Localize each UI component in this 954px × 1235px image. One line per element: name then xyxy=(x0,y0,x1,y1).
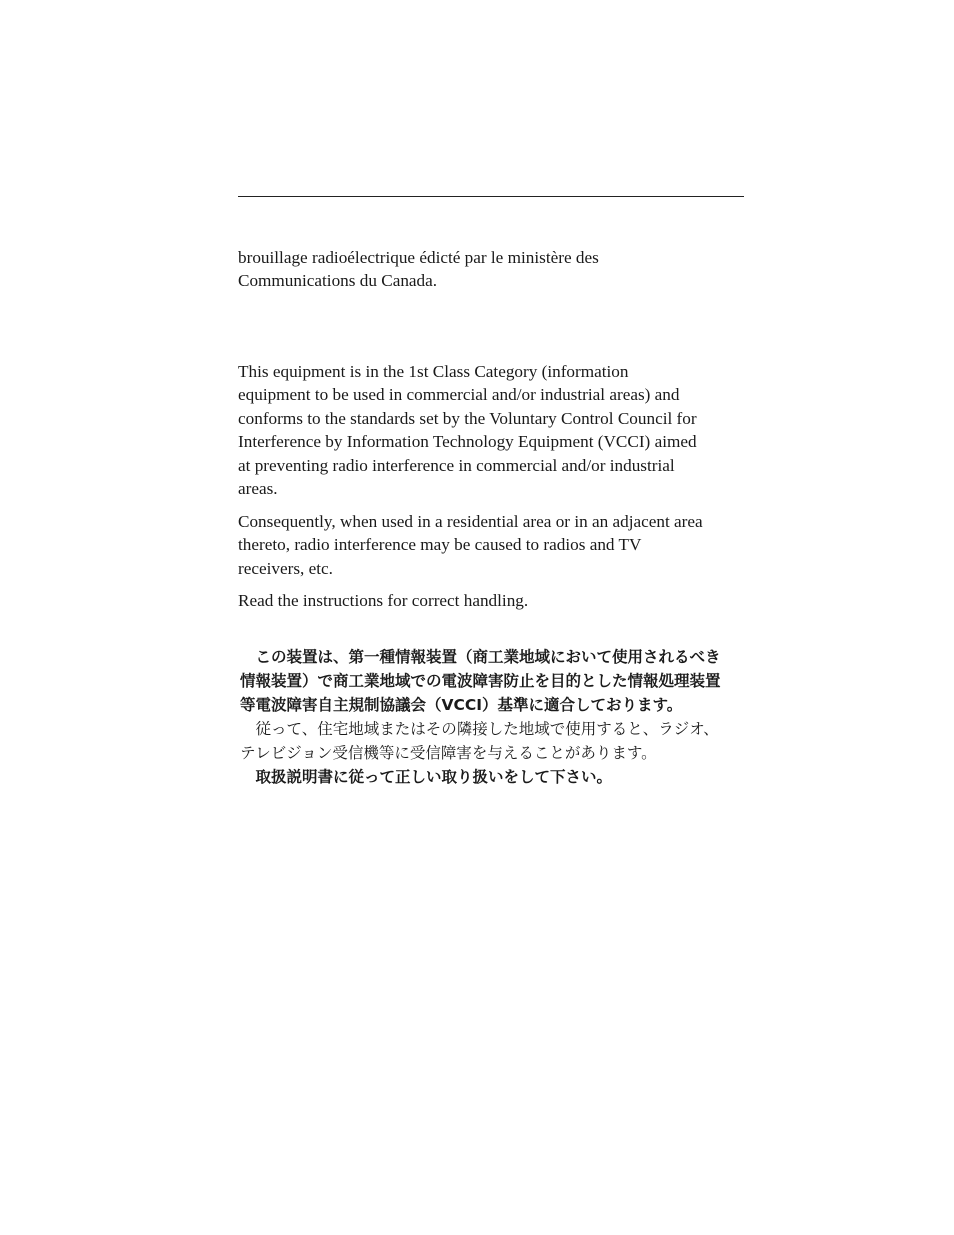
text-line: thereto, radio interference may be caused to radios and TV xyxy=(238,535,642,555)
text-line: Consequently, when used in a residential area or in an adjacent area xyxy=(238,512,703,531)
text-line: receivers, etc. xyxy=(238,558,333,578)
french-notice-fragment xyxy=(238,246,748,293)
text-line: conforms to the standards set by the Voluntary Control Council for xyxy=(238,408,697,428)
vcci-class-paragraph xyxy=(238,360,748,500)
japanese-text-line: 従って、住宅地域またはその隣接した地域で使用すると、ラジオ、 xyxy=(240,720,719,738)
vcci-interference-paragraph xyxy=(238,510,748,580)
vcci-japanese-notice xyxy=(240,645,744,795)
text-line: brouillage radioélectrique édicté par le ministère des xyxy=(238,248,599,267)
vcci-handling-paragraph xyxy=(238,589,748,612)
text-line: Read the instructions for correct handling. xyxy=(238,591,529,610)
japanese-text-line: 情報装置）で商工業地域での電波障害防止を目的とした情報処理装置 xyxy=(240,672,721,690)
header-rule xyxy=(238,196,744,197)
text-line: at preventing radio interference in commercial and/or industrial xyxy=(238,455,675,475)
japanese-text-line: 等電波障害自主規制協議会（VCCI）基準に適合しております。 xyxy=(240,696,683,714)
japanese-text-line: この装置は、第一種情報装置（商工業地域において使用されるべき xyxy=(240,648,721,666)
text-line: areas. xyxy=(238,479,278,499)
text-line: This equipment is in the 1st Class Category (information xyxy=(238,362,629,381)
text-line: Communications du Canada. xyxy=(238,271,438,291)
japanese-text-line: 取扱説明書に従って正しい取り扱いをして下さい。 xyxy=(240,768,613,786)
japanese-text-line: テレビジョン受信機等に受信障害を与えることがあります。 xyxy=(240,744,657,762)
text-line: equipment to be used in commercial and/or industrial areas) and xyxy=(238,385,680,405)
text-line: Interference by Information Technology Equipment (VCCI) aimed xyxy=(238,432,697,452)
